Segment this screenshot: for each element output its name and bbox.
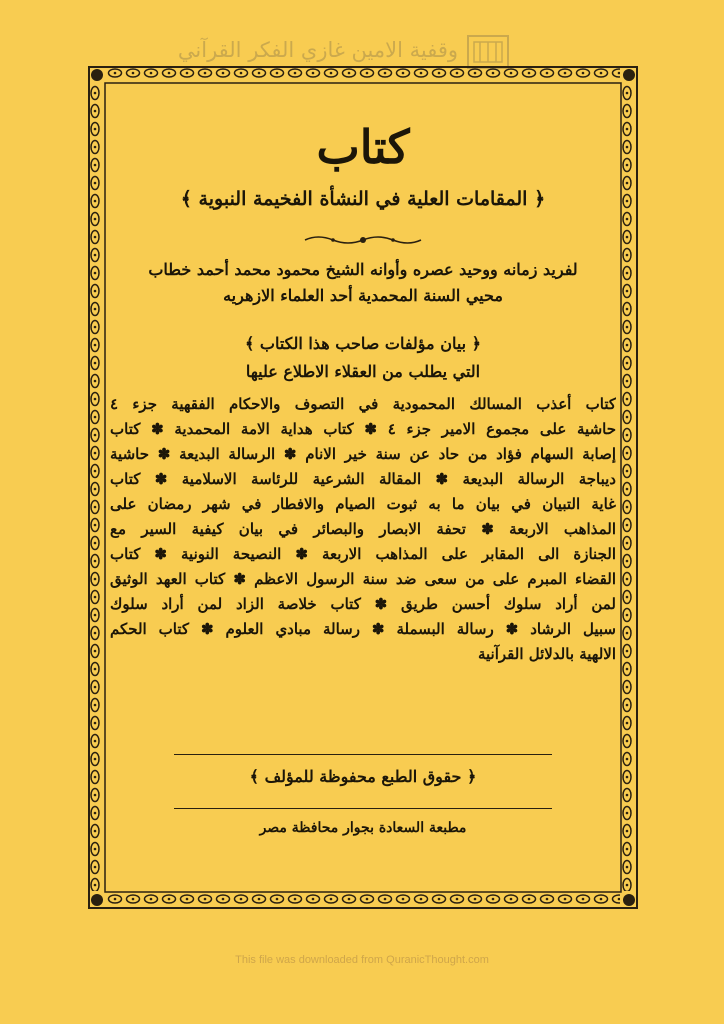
works-subheading: التي يطلب من العقلاء الاطلاع عليها [245,362,481,381]
works-line: إصابة السهام فؤاد من حاد عن سنة خير الانام ✽ الرسالة البديعة ✽ حاشية [110,445,616,463]
works-line: ديباجة الرسالة البديعة ✽ المقالة الشرعية للرئاسة الاسلامية ✽ كتاب [110,470,616,488]
works-line: كتاب أعذب المسالك المحمودية في التصوف والاحكام الفقهية جزء ٤ [110,395,616,413]
book-title: كتاب [316,120,410,174]
copyright-notice: ﴿ حقوق الطبع محفوظة للمؤلف ﴾ [249,767,477,786]
works-line: لمن أراد سلوك أحسن طريق ✽ كتاب خلاصة الزاد لمن أراد سلوك [110,595,616,613]
stamp-text: وقفية الامين غازي الفكر القرآني [177,38,458,62]
book-subtitle: ﴿ المقامات العلية في النشأة الفخيمة النبوية ﴾ [180,188,546,210]
stamp-logo-icon [466,34,510,70]
divider-rule [174,808,552,809]
title-page-content [104,82,622,893]
author-line-1: لفريد زمانه ووحيد عصره وأوانه الشيخ محمود محمد أحمد خطاب [148,260,578,279]
works-line: المذاهب الاربعة ✽ تحفة الابصار والبصائر في بيان كيفية السير مع [110,520,616,538]
works-line: الجنازة الى المقابر على المذاهب الاربعة ✽ النصيحة النونية ✽ كتاب [110,545,616,563]
printer-line: مطبعة السعادة بجوار محافظة مصر [259,820,467,836]
author-line-2: محيي السنة المحمدية أحد العلماء الازهريه [223,286,503,305]
works-list [110,392,616,667]
divider-rule [174,754,552,755]
works-line: سبيل الرشاد ✽ رسالة البسملة ✽ رسالة مبادي العلوم ✽ كتاب الحكم [110,620,616,638]
download-footer: This file was downloaded from QuranicThought.com [235,954,489,966]
works-line: القضاء المبرم على من سعى ضد سنة الرسول الاعظم ✽ كتاب العهد الوثيق [110,570,616,588]
works-line: حاشية على مجموع الامير جزء ٤ ✽ كتاب هداية الامة المحمدية ✽ كتاب [110,420,616,438]
divider-ornament-icon [303,232,423,248]
works-line: الالهية بالدلائل القرآنية [477,645,616,663]
works-heading: ﴿ بيان مؤلفات صاحب هذا الكتاب ﴾ [244,334,482,353]
works-line: غاية التبيان في بيان ما به ثبوت الصيام والافطار في شهر رمضان على [110,495,616,513]
